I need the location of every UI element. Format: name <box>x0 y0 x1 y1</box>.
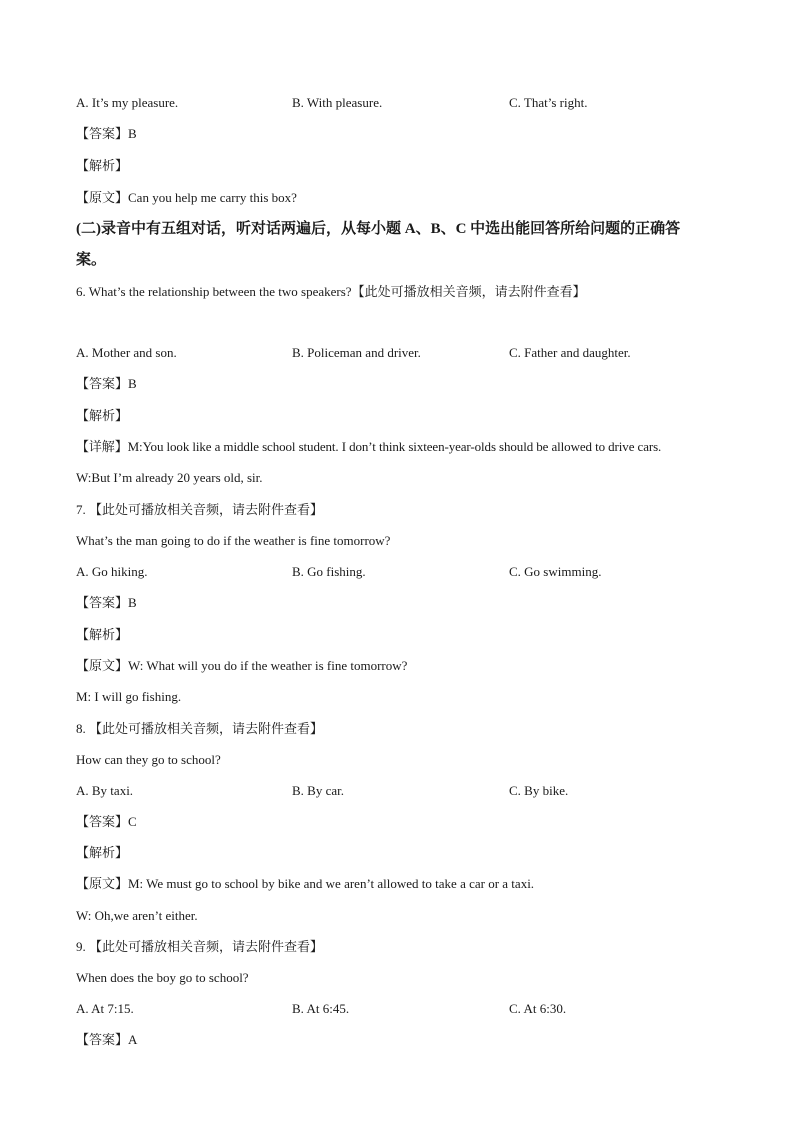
q7-original-line1: 【原文】W: What will you do if the weather is fine tomorrow? <box>76 658 408 673</box>
q6-question: 6. What’s the relationship between the two speakers?【此处可播放相关音频，请去附件查看】 <box>76 284 586 299</box>
q7-answer: 【答案】B <box>76 595 137 610</box>
q7-option-a: A. Go hiking. <box>76 564 148 579</box>
section2-heading-line2: 案。 <box>76 252 107 268</box>
q6-detail-line1: 【详解】M:You look like a middle school student. I don’t think sixteen-year-olds should be allowed to drive cars. <box>76 439 662 454</box>
q9-answer: 【答案】A <box>76 1032 138 1047</box>
q7-question: What’s the man going to do if the weather is fine tomorrow? <box>76 533 391 548</box>
q8-option-b: B. By car. <box>292 783 344 798</box>
q5-option-a: A. It’s my pleasure. <box>76 95 179 110</box>
q9-option-a: A. At 7:15. <box>76 1001 134 1016</box>
q7-audio-note: 7. 【此处可播放相关音频，请去附件查看】 <box>76 502 324 517</box>
q8-option-c: C. By bike. <box>509 783 569 798</box>
q8-option-a: A. By taxi. <box>76 783 134 798</box>
q8-analysis: 【解析】 <box>76 845 129 860</box>
q6-detail-line2: W:But I’m already 20 years old, sir. <box>76 470 263 485</box>
q9-option-c: C. At 6:30. <box>509 1001 567 1016</box>
q7-option-c: C. Go swimming. <box>509 564 602 579</box>
q8-original-line1: 【原文】M: We must go to school by bike and we aren’t allowed to take a car or a taxi. <box>76 876 535 891</box>
q5-analysis: 【解析】 <box>76 158 129 173</box>
q9-question: When does the boy go to school? <box>76 970 249 985</box>
q7-analysis: 【解析】 <box>76 627 129 642</box>
q9-audio-note: 9. 【此处可播放相关音频，请去附件查看】 <box>76 939 324 954</box>
q6-option-a: A. Mother and son. <box>76 345 177 360</box>
q8-answer: 【答案】C <box>76 814 137 829</box>
section2-heading-line1: (二)录音中有五组对话，听对话两遍后，从每小题 A、B、C 中选出能回答所给问题的正确答 <box>76 221 681 237</box>
q5-option-b: B. With pleasure. <box>292 95 383 110</box>
q6-answer: 【答案】B <box>76 376 137 391</box>
q8-audio-note: 8. 【此处可播放相关音频，请去附件查看】 <box>76 721 324 736</box>
q9-option-b: B. At 6:45. <box>292 1001 350 1016</box>
q8-original-line2: W: Oh,we aren’t either. <box>76 908 198 923</box>
q7-option-b: B. Go fishing. <box>292 564 366 579</box>
q5-original-text: 【原文】Can you help me carry this box? <box>76 190 297 205</box>
q6-analysis: 【解析】 <box>76 408 129 423</box>
q8-question: How can they go to school? <box>76 752 221 767</box>
q6-option-b: B. Policeman and driver. <box>292 345 421 360</box>
q7-original-line2: M: I will go fishing. <box>76 689 182 704</box>
q6-option-c: C. Father and daughter. <box>509 345 631 360</box>
q5-option-c: C. That’s right. <box>509 95 588 110</box>
q5-answer: 【答案】B <box>76 126 137 141</box>
